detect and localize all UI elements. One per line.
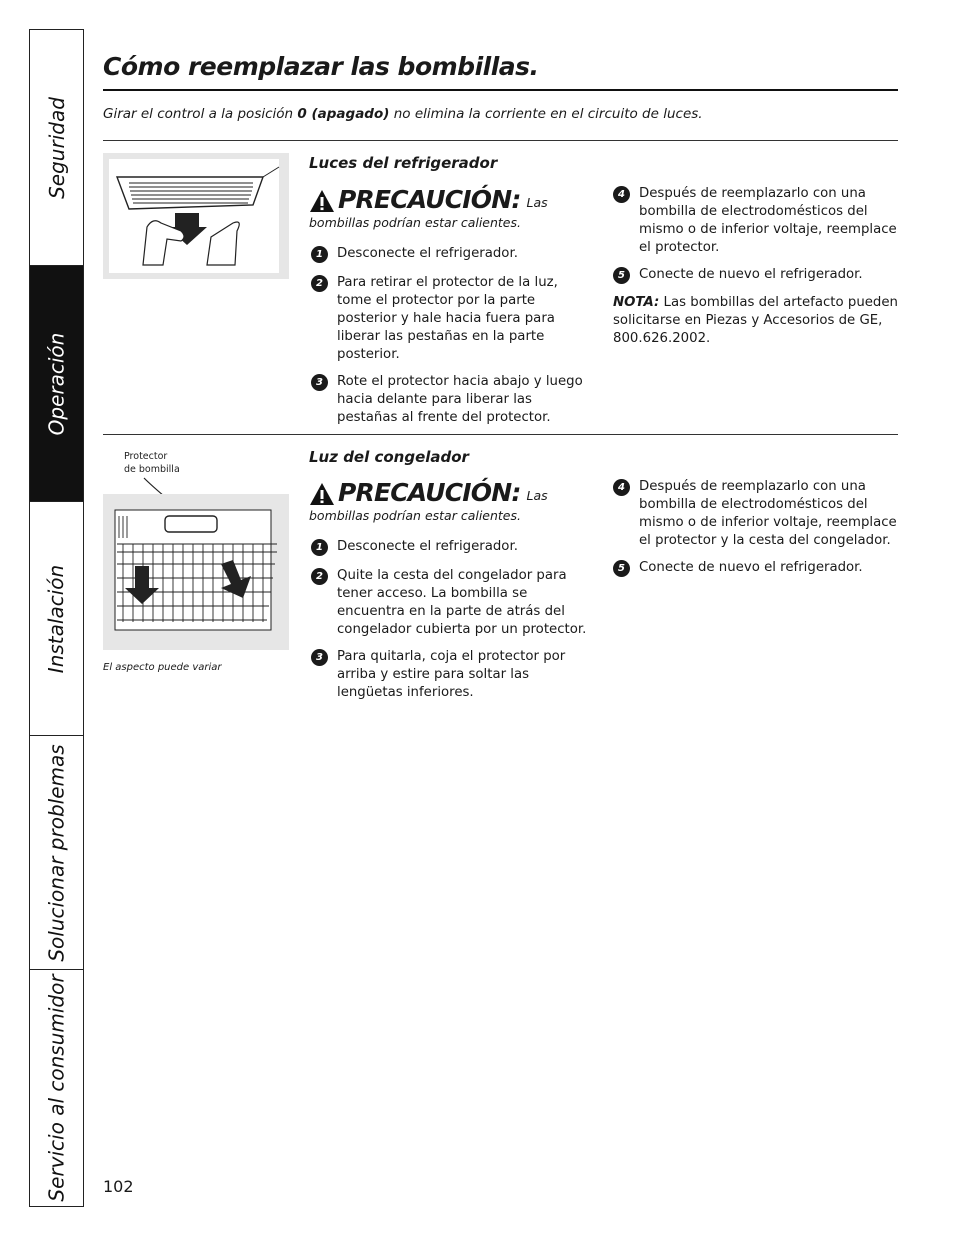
tab-label: Solucionar problemas bbox=[44, 743, 69, 962]
tab-operacion[interactable] bbox=[30, 266, 83, 502]
step-number: 2 bbox=[311, 568, 328, 585]
tab-label: Servicio al consumidor bbox=[44, 973, 69, 1202]
step-item bbox=[311, 274, 596, 364]
caution-text-start: Las bbox=[526, 488, 548, 503]
note-label: NOTA: bbox=[613, 295, 660, 310]
warning-icon bbox=[309, 481, 335, 507]
section-tabs bbox=[29, 29, 84, 1207]
step-number: 1 bbox=[311, 246, 328, 263]
page-title: Cómo reemplazar las bombillas. bbox=[103, 52, 539, 81]
freezer-light-figure bbox=[103, 494, 289, 650]
caution-text: bombillas podrían estar calientes. bbox=[309, 508, 521, 523]
step-text: Rote el protector hacia abajo y luego hacia delante para liberar las pestañas al frente del protector. bbox=[337, 374, 583, 425]
step-text: Para retirar el protector de la luz, tome el protector por la parte posterior y hale hacia fuera para liberar las pestañas en la parte posterior. bbox=[337, 275, 558, 362]
step-text: Para quitarla, coja el protector por arriba y estire para soltar las lengüetas inferiores. bbox=[337, 649, 566, 700]
freezer-steps-right bbox=[613, 478, 898, 586]
caution-word: PRECAUCIÓN: bbox=[338, 185, 521, 214]
step-text: Desconecte el refrigerador. bbox=[337, 539, 518, 554]
tab-solucionar-problemas[interactable] bbox=[30, 736, 83, 970]
caution-text: bombillas podrían estar calientes. bbox=[309, 215, 521, 230]
step-item bbox=[613, 478, 898, 550]
caution-word: PRECAUCIÓN: bbox=[338, 478, 521, 507]
tab-servicio-al-consumidor[interactable] bbox=[30, 970, 83, 1205]
tab-instalacion[interactable] bbox=[30, 502, 83, 736]
step-text: Después de reemplazarlo con una bombilla de electrodomésticos del mismo o de inferior voltaje, reemplace el protector y la cesta del congelador. bbox=[639, 479, 897, 548]
step-item bbox=[613, 266, 898, 284]
intro-text bbox=[103, 106, 703, 122]
section-divider bbox=[103, 140, 898, 141]
fridge-steps-right bbox=[613, 185, 898, 293]
fridge-caution bbox=[309, 186, 599, 232]
tab-seguridad[interactable] bbox=[30, 30, 83, 266]
tab-label: Operación bbox=[44, 332, 69, 435]
step-number: 3 bbox=[311, 374, 328, 391]
fridge-heading: Luces del refrigerador bbox=[309, 154, 498, 172]
step-text: Desconecte el refrigerador. bbox=[337, 246, 518, 261]
intro-before: Girar el control a la posición bbox=[103, 106, 298, 122]
tab-label: Seguridad bbox=[44, 96, 69, 199]
freezer-heading: Luz del congelador bbox=[309, 448, 469, 466]
note-text: Las bombillas del artefacto pueden solicitarse en Piezas y Accesorios de GE, 800.626.2002. bbox=[613, 295, 898, 346]
title-divider bbox=[103, 89, 898, 91]
step-number: 5 bbox=[613, 560, 630, 577]
step-number: 2 bbox=[311, 275, 328, 292]
figure-label-line-1: Protector bbox=[124, 451, 168, 462]
step-number: 5 bbox=[613, 267, 630, 284]
step-item bbox=[613, 185, 898, 257]
freezer-caution bbox=[309, 479, 599, 525]
step-item bbox=[311, 245, 596, 263]
step-item bbox=[311, 648, 596, 702]
step-number: 3 bbox=[311, 649, 328, 666]
step-text: Después de reemplazarlo con una bombilla de electrodomésticos del mismo o de inferior voltaje, reemplace el protector. bbox=[639, 186, 897, 255]
figure-caption: El aspecto puede variar bbox=[103, 662, 222, 673]
figure-label bbox=[124, 450, 180, 476]
fridge-light-figure bbox=[103, 153, 289, 279]
freezer-basket-illustration bbox=[103, 494, 289, 650]
step-item bbox=[311, 567, 596, 639]
intro-after: no elimina la corriente en el circuito de luces. bbox=[389, 106, 703, 122]
figure-label-line-2: de bombilla bbox=[124, 464, 180, 475]
tab-label: Instalación bbox=[44, 564, 69, 673]
caution-text-start: Las bbox=[526, 195, 548, 210]
warning-icon bbox=[309, 188, 335, 214]
fridge-steps-left bbox=[311, 245, 596, 436]
step-number: 4 bbox=[613, 186, 630, 203]
step-item bbox=[311, 538, 596, 556]
section-divider bbox=[103, 434, 898, 435]
step-item bbox=[613, 559, 898, 577]
step-number: 4 bbox=[613, 479, 630, 496]
step-text: Conecte de nuevo el refrigerador. bbox=[639, 267, 863, 282]
step-item bbox=[311, 373, 596, 427]
freezer-steps-left bbox=[311, 538, 596, 711]
fridge-note bbox=[613, 294, 898, 348]
intro-bold: 0 (apagado) bbox=[297, 106, 390, 122]
step-text: Quite la cesta del congelador para tener acceso. La bombilla se encuentra en la parte de atrás del congelador cubierta por un protector. bbox=[337, 568, 587, 637]
fridge-light-illustration bbox=[103, 153, 289, 279]
step-text: Conecte de nuevo el refrigerador. bbox=[639, 560, 863, 575]
page-number: 102 bbox=[103, 1177, 134, 1196]
step-number: 1 bbox=[311, 539, 328, 556]
